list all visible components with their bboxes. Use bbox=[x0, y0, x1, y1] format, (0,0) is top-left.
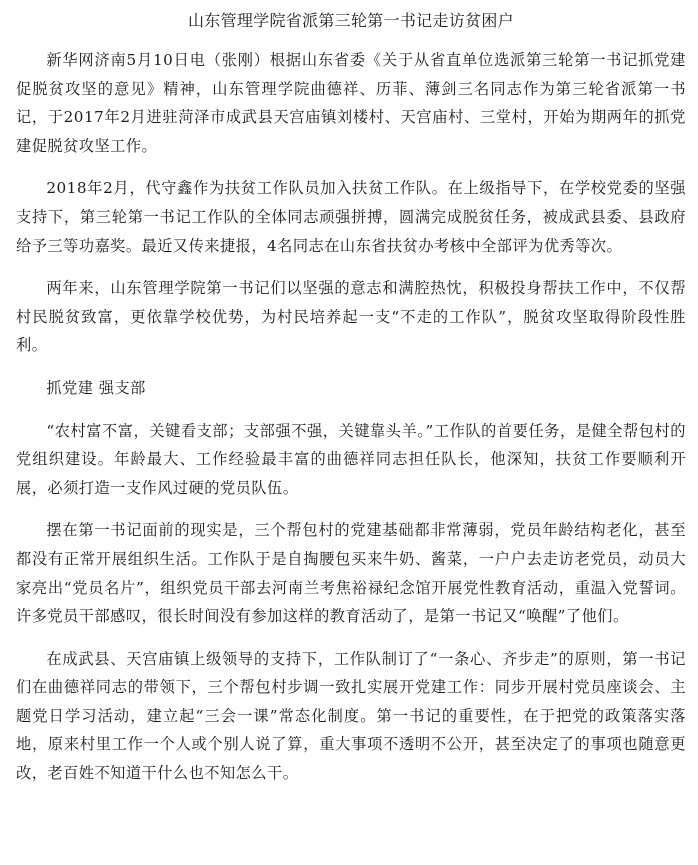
paragraph-intro: 新华网济南5月10日电（张刚）根据山东省委《关于从省直单位选派第三轮第一书记抓党建促脱贫攻坚的意见》精神，山东管理学院曲德祥、历菲、薄剑三名同志作为第三轮省派第一书记，于2017年2月进驻菏泽市成武县天宫庙镇刘楼村、天宫庙村、三堂村，开始为期两年的抓党建促脱贫攻坚工作。 bbox=[16, 51, 686, 155]
section-subheading: 抓党建 强支部 bbox=[46, 378, 146, 397]
paragraph-two-years: 两年来，山东管理学院第一书记们以坚强的意志和满腔热忱，积极投身帮扶工作中，不仅帮村民脱贫致富，更依靠学校优势，为村民培养起一支“不走的工作队”，脱贫攻坚取得阶段性胜利。 bbox=[16, 279, 686, 355]
paragraph-reality: 摆在第一书记面前的现实是，三个帮包村的党建基础都非常薄弱，党员年龄结构老化，甚至都没有正常开展组织生活。工作队于是自掏腰包买来牛奶、酱菜，一户户去走访老党员，动员大家亮出“党员名片”，组织党员干部去河南兰考焦裕禄纪念馆开展党性教育活动，重温入党誓词。许多党员干部感叹，很长时间没有参加这样的教育活动了，是第一书记又“唤醒”了他们。 bbox=[16, 521, 686, 626]
article-title: 山东管理学院省派第三轮第一书记走访贫困户 bbox=[187, 11, 514, 30]
paragraph-principle: 在成武县、天宫庙镇上级领导的支持下，工作队制订了“一条心、齐步走”的原则，第一书记们在曲德祥同志的带领下，三个帮包村步调一致扎实展开党建工作：同步开展村党员座谈会、主题党日学习活动，建立起“三会一课”常态化制度。第一书记的重要性，在于把党的政策落实落地，原来村里工作一个人或个别人说了算，重大事项不透明不公开，甚至决定了的事项也随意更改，老百姓不知道干什么也不知怎么干。 bbox=[16, 649, 686, 783]
paragraph-party-branch: “农村富不富，关键看支部；支部强不强，关键靠头羊。”工作队的首要任务，是健全帮包村的党组织建设。年龄最大、工作经验最丰富的曲德祥同志担任队长，他深知，扶贫工作要顺利开展，必须打造一支作风过硬的党员队伍。 bbox=[16, 421, 686, 497]
paragraph-2018: 2018年2月，代守鑫作为扶贫工作队员加入扶贫工作队。在上级指导下，在学校党委的坚强支持下，第三轮第一书记工作队的全体同志顽强拼搏，圆满完成脱贫任务，被成武县委、县政府给予三等功嘉奖。最近又传来捷报，4名同志在山东省扶贫办考核中全部评为优秀等次。 bbox=[16, 179, 686, 255]
